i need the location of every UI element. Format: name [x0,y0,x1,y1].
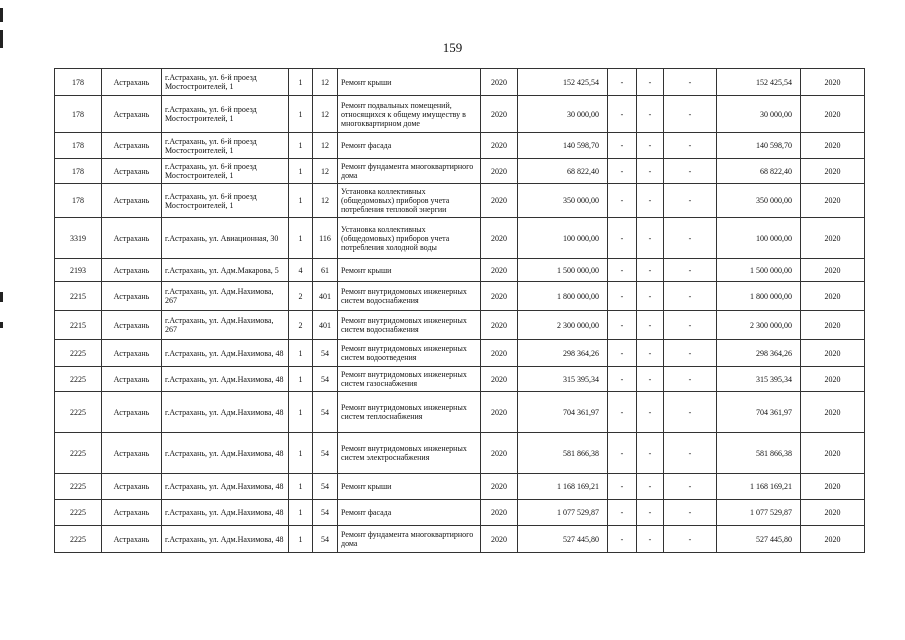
cell-year: 2020 [481,96,518,133]
cell-apartment-count: 116 [313,218,338,259]
cell-total-cost: 2 300 000,00 [717,311,801,340]
cell-end-year: 2020 [801,259,865,282]
scan-edge-mark [0,8,3,22]
cell-dash-1: - [608,392,637,433]
cell-row-id: 2225 [55,433,102,474]
cell-end-year: 2020 [801,340,865,367]
cell-cost: 152 425,54 [518,69,608,96]
cell-city: Астрахань [102,133,162,159]
cell-dash-2: - [637,474,664,500]
cell-total-cost: 1 168 169,21 [717,474,801,500]
cell-dash-1: - [608,159,637,184]
cell-dash-3: - [664,500,717,526]
cell-dash-2: - [637,282,664,311]
cell-cost: 1 500 000,00 [518,259,608,282]
cell-dash-1: - [608,69,637,96]
cell-city: Астрахань [102,96,162,133]
cell-dash-1: - [608,184,637,218]
cell-end-year: 2020 [801,69,865,96]
cell-dash-2: - [637,500,664,526]
cell-address: г.Астрахань, ул. Адм.Нахимова, 267 [162,311,289,340]
cell-work-type: Ремонт внутридомовых инженерных систем водоотведения [338,340,481,367]
cell-row-id: 178 [55,133,102,159]
cell-work-type: Ремонт фундамента многоквартирного дома [338,159,481,184]
cell-row-id: 178 [55,184,102,218]
cell-dash-2: - [637,69,664,96]
cell-dash-1: - [608,311,637,340]
cell-dash-2: - [637,184,664,218]
cell-cost: 527 445,80 [518,526,608,553]
cell-building-count: 1 [289,340,313,367]
cell-building-count: 1 [289,392,313,433]
cell-dash-2: - [637,218,664,259]
table-row [55,218,865,259]
cell-dash-2: - [637,96,664,133]
cell-address: г.Астрахань, ул. Адм.Нахимова, 48 [162,340,289,367]
cell-address: г.Астрахань, ул. Адм.Нахимова, 267 [162,282,289,311]
cell-apartment-count: 54 [313,392,338,433]
cell-dash-1: - [608,526,637,553]
cell-work-type: Установка коллективных (общедомовых) приборов учета потребления холодной воды [338,218,481,259]
cell-cost: 1 800 000,00 [518,282,608,311]
cell-row-id: 2215 [55,282,102,311]
cell-address: г.Астрахань, ул. Адм.Нахимова, 48 [162,392,289,433]
cell-total-cost: 315 395,34 [717,367,801,392]
cell-dash-2: - [637,392,664,433]
cell-apartment-count: 12 [313,184,338,218]
cell-address: г.Астрахань, ул. 6-й проезд Мостостроителей, 1 [162,69,289,96]
cell-year: 2020 [481,340,518,367]
cell-cost: 298 364,26 [518,340,608,367]
cell-work-type: Ремонт фундамента многоквартирного дома [338,526,481,553]
cell-cost: 315 395,34 [518,367,608,392]
cell-dash-2: - [637,311,664,340]
cell-dash-3: - [664,311,717,340]
cell-dash-2: - [637,367,664,392]
scan-edge-mark [0,292,3,302]
cell-dash-3: - [664,282,717,311]
table-row [55,282,865,311]
table-row [55,474,865,500]
cell-year: 2020 [481,433,518,474]
table-row [55,96,865,133]
cell-building-count: 1 [289,526,313,553]
cell-cost: 100 000,00 [518,218,608,259]
cell-address: г.Астрахань, ул. Адм.Нахимова, 48 [162,367,289,392]
cell-apartment-count: 54 [313,367,338,392]
cell-dash-3: - [664,159,717,184]
cell-city: Астрахань [102,500,162,526]
cell-row-id: 178 [55,159,102,184]
cell-address: г.Астрахань, ул. Адм.Нахимова, 48 [162,500,289,526]
cell-total-cost: 298 364,26 [717,340,801,367]
cell-year: 2020 [481,474,518,500]
cell-address: г.Астрахань, ул. Адм.Макарова, 5 [162,259,289,282]
cell-work-type: Ремонт крыши [338,69,481,96]
cell-apartment-count: 61 [313,259,338,282]
cell-city: Астрахань [102,367,162,392]
cell-dash-2: - [637,259,664,282]
cell-work-type: Ремонт внутридомовых инженерных систем теплоснабжения [338,392,481,433]
cell-dash-3: - [664,433,717,474]
cell-dash-1: - [608,474,637,500]
cell-dash-2: - [637,133,664,159]
cell-row-id: 2225 [55,340,102,367]
cell-work-type: Ремонт крыши [338,259,481,282]
cell-building-count: 1 [289,474,313,500]
cell-end-year: 2020 [801,367,865,392]
cell-dash-1: - [608,259,637,282]
table-row [55,367,865,392]
cell-work-type: Ремонт крыши [338,474,481,500]
cell-dash-3: - [664,367,717,392]
cell-apartment-count: 401 [313,282,338,311]
table-row [55,500,865,526]
cell-apartment-count: 54 [313,340,338,367]
cell-end-year: 2020 [801,474,865,500]
cell-end-year: 2020 [801,159,865,184]
cell-cost: 2 300 000,00 [518,311,608,340]
cell-city: Астрахань [102,340,162,367]
table-row [55,392,865,433]
cell-row-id: 2225 [55,392,102,433]
cell-row-id: 3319 [55,218,102,259]
cell-building-count: 1 [289,500,313,526]
cell-building-count: 1 [289,96,313,133]
scan-edge-mark [0,322,3,328]
cell-dash-1: - [608,367,637,392]
cell-city: Астрахань [102,474,162,500]
cell-total-cost: 1 077 529,87 [717,500,801,526]
cell-total-cost: 350 000,00 [717,184,801,218]
cell-apartment-count: 12 [313,69,338,96]
cell-apartment-count: 401 [313,311,338,340]
cell-dash-2: - [637,526,664,553]
cell-city: Астрахань [102,433,162,474]
cell-building-count: 1 [289,69,313,96]
cell-end-year: 2020 [801,433,865,474]
cell-building-count: 1 [289,133,313,159]
cell-end-year: 2020 [801,500,865,526]
cell-end-year: 2020 [801,218,865,259]
repair-program-table [54,68,865,553]
table-row [55,69,865,96]
cell-building-count: 1 [289,367,313,392]
cell-city: Астрахань [102,218,162,259]
cell-address: г.Астрахань, ул. Адм.Нахимова, 48 [162,433,289,474]
cell-dash-3: - [664,184,717,218]
cell-work-type: Ремонт фасада [338,133,481,159]
cell-row-id: 178 [55,96,102,133]
cell-row-id: 2193 [55,259,102,282]
cell-apartment-count: 12 [313,96,338,133]
page-number: 159 [442,40,463,55]
cell-row-id: 178 [55,69,102,96]
cell-city: Астрахань [102,526,162,553]
cell-end-year: 2020 [801,96,865,133]
cell-year: 2020 [481,159,518,184]
table-row [55,184,865,218]
cell-dash-3: - [664,96,717,133]
cell-year: 2020 [481,259,518,282]
cell-total-cost: 1 500 000,00 [717,259,801,282]
cell-total-cost: 68 822,40 [717,159,801,184]
cell-dash-2: - [637,433,664,474]
cell-cost: 350 000,00 [518,184,608,218]
table-row [55,159,865,184]
cell-row-id: 2225 [55,526,102,553]
cell-work-type: Ремонт внутридомовых инженерных систем водоснабжения [338,282,481,311]
cell-row-id: 2225 [55,474,102,500]
cell-total-cost: 1 800 000,00 [717,282,801,311]
cell-work-type: Ремонт внутридомовых инженерных систем газоснабжения [338,367,481,392]
cell-address: г.Астрахань, ул. Адм.Нахимова, 48 [162,474,289,500]
cell-dash-1: - [608,500,637,526]
cell-dash-3: - [664,259,717,282]
cell-dash-1: - [608,133,637,159]
cell-apartment-count: 54 [313,474,338,500]
cell-apartment-count: 12 [313,159,338,184]
cell-total-cost: 704 361,97 [717,392,801,433]
cell-year: 2020 [481,218,518,259]
cell-address: г.Астрахань, ул. 6-й проезд Мостостроителей, 1 [162,159,289,184]
cell-apartment-count: 12 [313,133,338,159]
cell-dash-3: - [664,526,717,553]
cell-building-count: 4 [289,259,313,282]
cell-cost: 704 361,97 [518,392,608,433]
cell-end-year: 2020 [801,282,865,311]
cell-work-type: Ремонт внутридомовых инженерных систем водоснабжения [338,311,481,340]
cell-year: 2020 [481,392,518,433]
cell-end-year: 2020 [801,392,865,433]
cell-building-count: 2 [289,282,313,311]
cell-end-year: 2020 [801,526,865,553]
cell-year: 2020 [481,526,518,553]
cell-city: Астрахань [102,159,162,184]
cell-dash-2: - [637,340,664,367]
table-row [55,340,865,367]
cell-city: Астрахань [102,69,162,96]
cell-year: 2020 [481,311,518,340]
cell-dash-1: - [608,282,637,311]
cell-apartment-count: 54 [313,526,338,553]
cell-dash-1: - [608,340,637,367]
cell-end-year: 2020 [801,184,865,218]
cell-apartment-count: 54 [313,500,338,526]
cell-building-count: 1 [289,218,313,259]
cell-dash-3: - [664,218,717,259]
cell-dash-3: - [664,133,717,159]
cell-year: 2020 [481,282,518,311]
cell-total-cost: 140 598,70 [717,133,801,159]
table-row [55,433,865,474]
cell-year: 2020 [481,69,518,96]
cell-end-year: 2020 [801,311,865,340]
cell-dash-1: - [608,218,637,259]
table-row [55,526,865,553]
cell-dash-3: - [664,69,717,96]
cell-year: 2020 [481,500,518,526]
cell-total-cost: 581 866,38 [717,433,801,474]
cell-address: г.Астрахань, ул. Адм.Нахимова, 48 [162,526,289,553]
cell-dash-1: - [608,96,637,133]
cell-dash-3: - [664,474,717,500]
cell-cost: 68 822,40 [518,159,608,184]
cell-row-id: 2215 [55,311,102,340]
cell-building-count: 1 [289,159,313,184]
cell-cost: 1 168 169,21 [518,474,608,500]
cell-city: Астрахань [102,392,162,433]
cell-row-id: 2225 [55,367,102,392]
cell-city: Астрахань [102,259,162,282]
cell-dash-1: - [608,433,637,474]
cell-total-cost: 100 000,00 [717,218,801,259]
cell-address: г.Астрахань, ул. 6-й проезд Мостостроителей, 1 [162,184,289,218]
cell-building-count: 1 [289,433,313,474]
cell-cost: 140 598,70 [518,133,608,159]
cell-work-type: Установка коллективных (общедомовых) приборов учета потребления тепловой энергии [338,184,481,218]
cell-dash-3: - [664,340,717,367]
cell-total-cost: 527 445,80 [717,526,801,553]
cell-city: Астрахань [102,282,162,311]
cell-cost: 581 866,38 [518,433,608,474]
table-body [55,69,865,553]
table-row [55,259,865,282]
cell-cost: 1 077 529,87 [518,500,608,526]
cell-address: г.Астрахань, ул. 6-й проезд Мостостроителей, 1 [162,133,289,159]
cell-address: г.Астрахань, ул. Авиационная, 30 [162,218,289,259]
cell-end-year: 2020 [801,133,865,159]
cell-year: 2020 [481,367,518,392]
cell-building-count: 2 [289,311,313,340]
cell-year: 2020 [481,184,518,218]
cell-dash-3: - [664,392,717,433]
cell-work-type: Ремонт подвальных помещений, относящихся к общему имуществу в многоквартирном доме [338,96,481,133]
cell-city: Астрахань [102,311,162,340]
cell-apartment-count: 54 [313,433,338,474]
cell-work-type: Ремонт внутридомовых инженерных систем электроснабжения [338,433,481,474]
cell-total-cost: 30 000,00 [717,96,801,133]
cell-address: г.Астрахань, ул. 6-й проезд Мостостроителей, 1 [162,96,289,133]
table-row [55,133,865,159]
cell-total-cost: 152 425,54 [717,69,801,96]
cell-cost: 30 000,00 [518,96,608,133]
cell-dash-2: - [637,159,664,184]
table-row [55,311,865,340]
cell-year: 2020 [481,133,518,159]
cell-row-id: 2225 [55,500,102,526]
cell-city: Астрахань [102,184,162,218]
cell-building-count: 1 [289,184,313,218]
cell-work-type: Ремонт фасада [338,500,481,526]
